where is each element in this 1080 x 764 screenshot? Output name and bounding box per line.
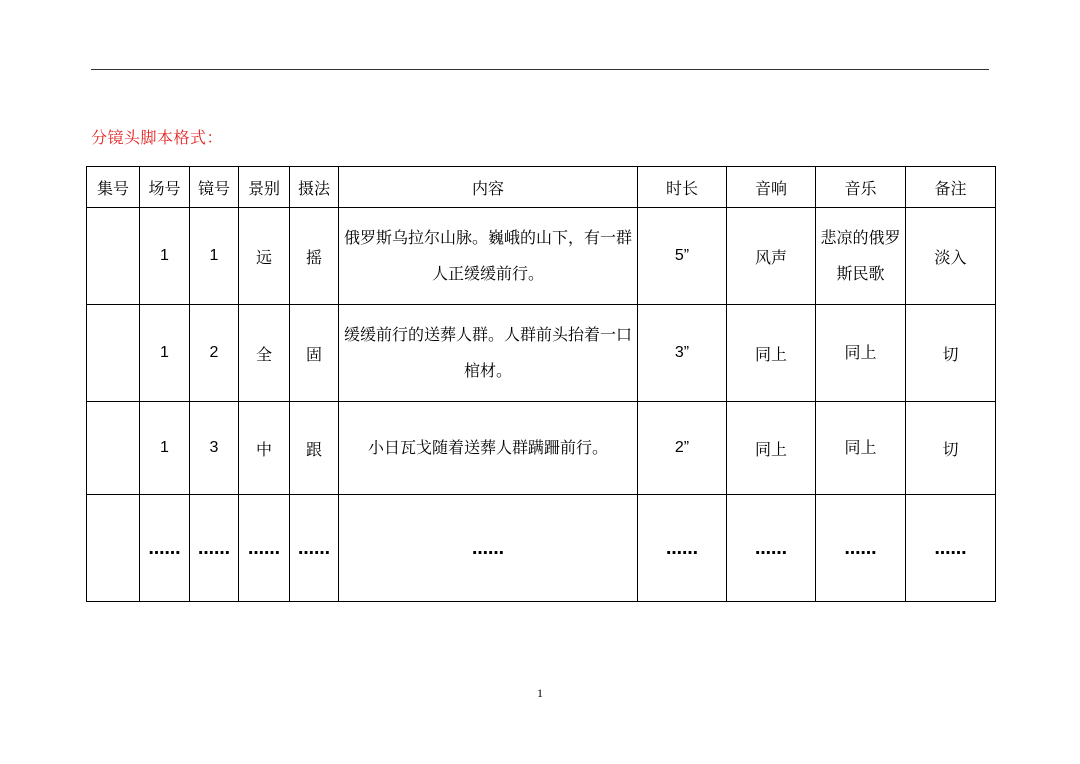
cell-music: …… — [816, 495, 906, 602]
cell-content: 俄罗斯乌拉尔山脉。巍峨的山下，有一群人正缓缓前行。 — [339, 208, 638, 305]
cell-scene: 1 — [140, 305, 190, 402]
cell-episode — [87, 208, 140, 305]
header-episode: 集号 — [87, 167, 140, 208]
cell-framing: 全 — [239, 305, 290, 402]
cell-camera: …… — [290, 495, 339, 602]
table-row — [87, 208, 996, 305]
header-scene: 场号 — [140, 167, 190, 208]
cell-content: …… — [339, 495, 638, 602]
cell-framing: 中 — [239, 402, 290, 495]
cell-camera: 摇 — [290, 208, 339, 305]
cell-scene: 1 — [140, 402, 190, 495]
cell-note: 切 — [906, 305, 996, 402]
cell-note: 切 — [906, 402, 996, 495]
cell-episode — [87, 495, 140, 602]
cell-scene: …… — [140, 495, 190, 602]
cell-duration: 5” — [638, 208, 727, 305]
table-row — [87, 305, 996, 402]
cell-duration: 2” — [638, 402, 727, 495]
cell-sound: 同上 — [727, 402, 816, 495]
section-heading: 分镜头脚本格式： — [91, 128, 224, 147]
header-music: 音乐 — [816, 167, 906, 208]
table-row — [87, 402, 996, 495]
header-sound: 音响 — [727, 167, 816, 208]
cell-sound: 同上 — [727, 305, 816, 402]
table-row — [87, 495, 996, 602]
cell-shot: 1 — [190, 208, 239, 305]
cell-shot: 2 — [190, 305, 239, 402]
header-rule — [91, 69, 989, 70]
cell-sound: …… — [727, 495, 816, 602]
table-header-row — [87, 167, 996, 208]
header-shot: 镜号 — [190, 167, 239, 208]
cell-sound: 风声 — [727, 208, 816, 305]
page-number: 1 — [537, 686, 543, 700]
cell-camera: 跟 — [290, 402, 339, 495]
storyboard-table — [86, 166, 996, 602]
cell-framing: 远 — [239, 208, 290, 305]
header-framing: 景别 — [239, 167, 290, 208]
cell-camera: 固 — [290, 305, 339, 402]
cell-music: 同上 — [816, 402, 906, 495]
cell-music: 同上 — [816, 305, 906, 402]
cell-content: 缓缓前行的送葬人群。人群前头抬着一口棺材。 — [339, 305, 638, 402]
cell-episode — [87, 305, 140, 402]
cell-content: 小日瓦戈随着送葬人群蹒跚前行。 — [339, 402, 638, 495]
cell-duration: 3” — [638, 305, 727, 402]
cell-note: …… — [906, 495, 996, 602]
header-note: 备注 — [906, 167, 996, 208]
cell-note: 淡入 — [906, 208, 996, 305]
cell-shot: …… — [190, 495, 239, 602]
header-duration: 时长 — [638, 167, 727, 208]
header-camera: 摄法 — [290, 167, 339, 208]
cell-episode — [87, 402, 140, 495]
header-content: 内容 — [339, 167, 638, 208]
cell-framing: …… — [239, 495, 290, 602]
cell-shot: 3 — [190, 402, 239, 495]
cell-scene: 1 — [140, 208, 190, 305]
cell-music: 悲凉的俄罗斯民歌 — [816, 208, 906, 305]
cell-duration: …… — [638, 495, 727, 602]
